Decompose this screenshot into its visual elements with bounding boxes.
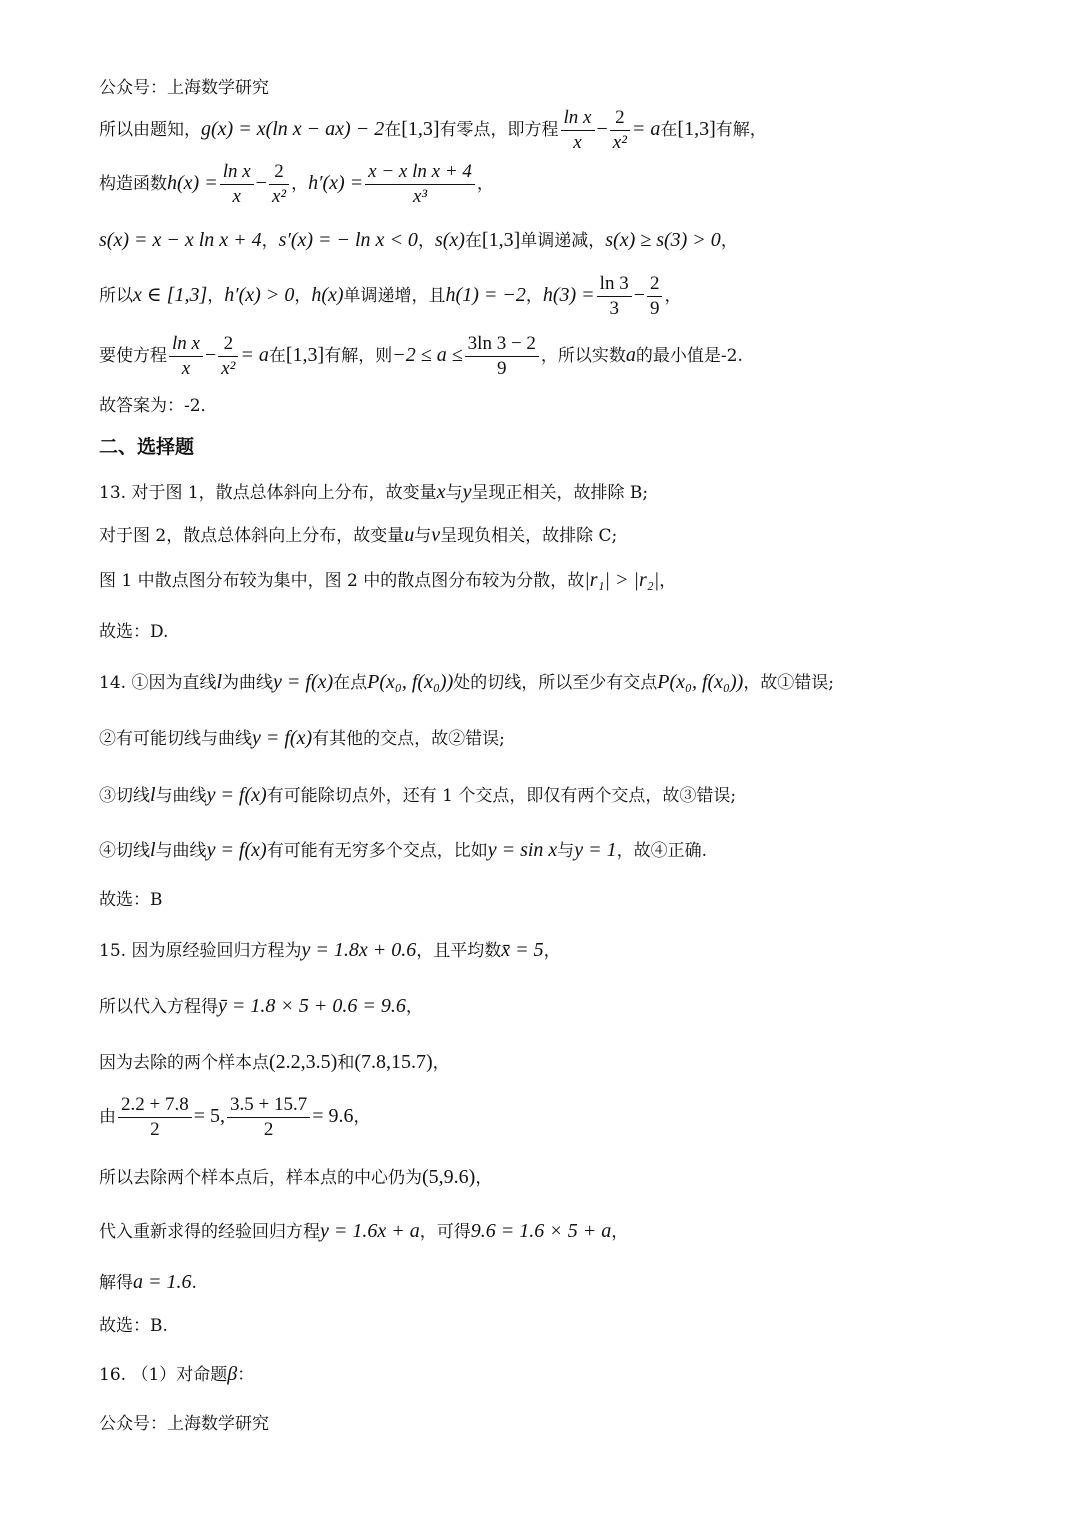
q13-line-1: 13. 对于图 1，散点总体斜向上分布，故变量x与y呈现正相关，故排除 B; (99, 481, 649, 503)
q14-line-4: ④切线l与曲线y = f(x)有可能有无穷多个交点，比如y = sin x与y = 1，故④正确. (99, 839, 708, 861)
q15-line-1: 15. 因为原经验回归方程为y = 1.8x + 0.6，且平均数x̄ = 5， (99, 939, 561, 961)
q15-line-5: 所以去除两个样本点后，样本点的中心仍为(5,9.6)， (99, 1166, 493, 1188)
solution-12-line-2: 构造函数h(x) = $\frac{\text{ln x}}{x}$ − $\frac{2}{\text{x²}}$ ，h′(x) = $\frac{\text{x − x ln x + 4}}{\text{x³}}$ ， (99, 161, 494, 207)
q13-line-3: 图 1 中散点图分布较为集中，图 2 中的散点图分布较为分散，故|r₁| > |r₂|， (99, 569, 677, 591)
q15-answer: 故选：B. (99, 1316, 168, 1336)
q13-answer: 故选：D. (99, 622, 169, 642)
q15-line-4: 由 $\frac{2.2 + 7.8}{2}$ = 5, $\frac{3.5 + 15.7}{2}$ = 9.6， (99, 1094, 371, 1140)
solution-12-line-3: s(x) = x − x ln x + 4，s′(x) = − ln x < 0，s(x)在[1,3]单调递减，s(x) ≥ s(3) > 0， (99, 229, 738, 251)
section-heading: 二、选择题 (99, 436, 195, 458)
q14-line-2: ②有可能切线与曲线y = f(x)有其他的交点，故②错误; (99, 727, 505, 749)
solution-12-line-4: 所以x ∈ [1,3]，h′(x) > 0，h(x)单调递增，且h(1) = −2，h(3) = $\frac{\ln 3}{3}$ − $\frac{2}{9}$ ， (99, 273, 682, 319)
header-watermark: 公众号：上海数学研究 (99, 78, 269, 98)
solution-12-answer: 故答案为：-2． (99, 396, 218, 416)
q15-line-7: 解得a = 1.6. (99, 1271, 197, 1293)
q15-line-2: 所以代入方程得ȳ = 1.8 × 5 + 0.6 = 9.6， (99, 995, 423, 1017)
q14-answer: 故选：B (99, 890, 163, 910)
solution-12-line-1: 所以由题知，g(x) = x(ln x − ax) − 2在[1,3]有零点，即方程 $\frac{\text{ln x}}{x}$ − $\frac{2}{\text{x²}}$ = a在[1,3]有解， (99, 107, 767, 153)
q13-line-2: 对于图 2，散点总体斜向上分布，故变量u与v呈现负相关，故排除 C; (99, 524, 618, 546)
q14-line-1: 14. ①因为直线l为曲线y = f(x)在点P(x₀, f(x₀))处的切线，所以至少有交点P(x₀, f(x₀))，故①错误; (99, 671, 835, 693)
footer-watermark: 公众号：上海数学研究 (99, 1414, 269, 1434)
q15-line-3: 因为去除的两个样本点(2.2,3.5)和(7.8,15.7)， (99, 1051, 450, 1073)
q16-line-1: 16. （1）对命题β： (99, 1363, 255, 1385)
q14-line-3: ③切线l与曲线y = f(x)有可能除切点外，还有 1 个交点，即仅有两个交点，故③错误; (99, 784, 737, 806)
solution-12-line-5: 要使方程 $\frac{\text{ln x}}{x}$ − $\frac{2}{\text{x²}}$ = a在[1,3]有解，则−2 ≤ a ≤ $\frac{3\ln 3 - 2}{9}$ ，所以实数a的最小值是-2. (99, 333, 743, 379)
q15-line-6: 代入重新求得的经验回归方程y = 1.6x + a，可得9.6 = 1.6 × 5 + a， (99, 1220, 629, 1242)
